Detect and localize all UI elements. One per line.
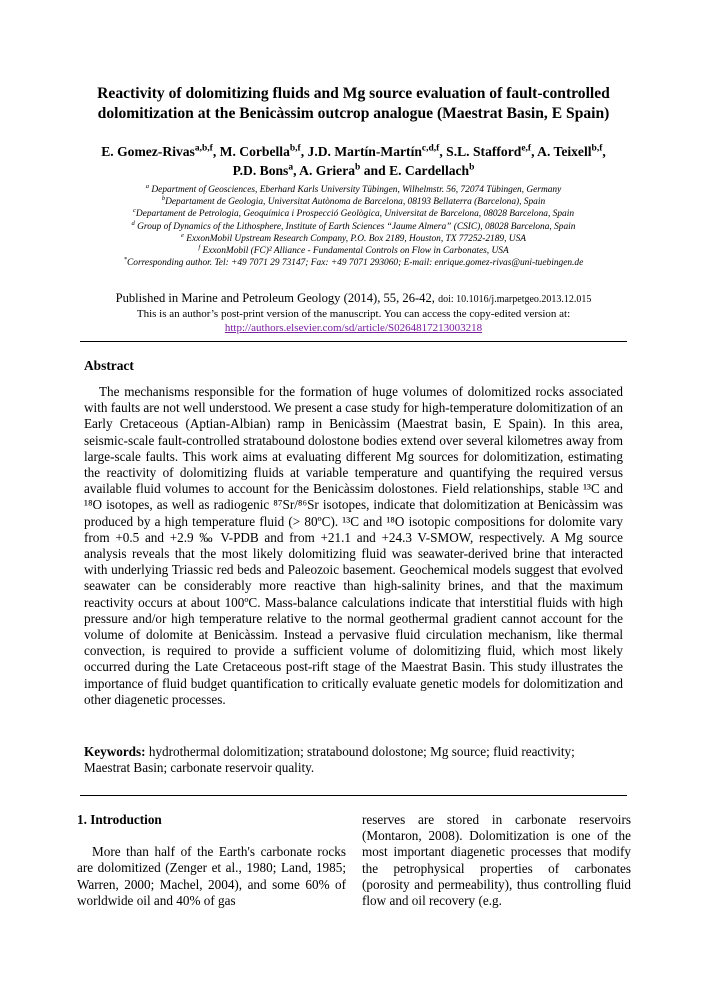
journal-citation: Published in Marine and Petroleum Geology (2014), 55, 26-42,: [115, 291, 435, 305]
keywords-text: hydrothermal dolomitization; stratabound dolostone; Mg source; fluid reactivity; Maestrat Basin; carbonate reservoir quality.: [84, 744, 575, 776]
author: A. Teixell$^{b,f}$: [537, 143, 603, 159]
paragraph: reserves are stored in carbonate reservoirs (Montaron, 2008). Dolomitization is one of the most important diagenetic processes that modify the petrophysical properties of carbonates (porosity and permeability), thus controlling fluid flow and oil recovery (e.g.: [362, 812, 631, 909]
divider: [80, 795, 627, 796]
author: S.L. Stafford$^{e,f}$: [446, 143, 532, 159]
author: J.D. Martín-Martín$^{c,d,f}$: [307, 143, 440, 159]
doi: doi: 10.1016/j.marpetgeo.2013.12.015: [438, 294, 592, 305]
affiliation: $^f$ ExxonMobil (FC)² Alliance - Fundamental Controls on Flow in Carbonates, USA: [198, 243, 509, 257]
author-list: E. Gomez-Rivas$^{a,b,f}$, M. Corbella$^{b,f}$, J.D. Martín-Martín$^{c,d,f}$, S.L. Stafford$^{e,f}$, A. Teixell$^{b,f}$, P.D. Bons$^a$, A. Griera$^b$ and E. Cardellach$^b$: [101, 143, 606, 178]
right-column: [362, 812, 631, 909]
affiliation: $^b$Departament de Geologia, Universitat Autònoma de Barcelona, 08193 Bellaterra (Barcelona), Spain: [161, 195, 546, 208]
affiliation: $^d$ Group of Dynamics of the Lithosphere, Institute of Earth Sciences “Jaume Almera” (CSIC), 08028 Barcelona, Spain: [131, 219, 576, 232]
paragraph: More than half of the Earth's carbonate rocks are dolomitized (Zenger et al., 1980; Land, 1985; Warren, 2000; Machel, 2004), and some 60% of worldwide oil and 40% of gas: [77, 844, 346, 908]
keywords: [84, 744, 623, 776]
author: E. Cardellach$^b$: [389, 162, 475, 178]
publication-info: [60, 291, 647, 335]
author: P.D. Bons$^a$: [232, 162, 294, 178]
section-heading: 1. Introduction: [77, 812, 162, 827]
affiliation: $^a$ Department of Geosciences, Eberhard Karls University Tübingen, Wilhelmstr. 56, 72074 Tübingen, Germany: [145, 182, 562, 195]
paper-title: Reactivity of dolomitizing fluids and Mg source evaluation of fault-controlled dolomitization at the Benicàssim outcrop analogue (Maestrat Basin, E Spain): [97, 85, 610, 122]
affiliation-list: [60, 184, 647, 269]
author: E. Gomez-Rivas$^{a,b,f}$: [101, 143, 213, 159]
affiliation: $^c$Departament de Petrologia, Geoquímica i Prospecció Geològica, Universitat de Barcelona, 08028 Barcelona, Spain: [132, 207, 575, 220]
affiliation: *Corresponding author. Tel: +49 7071 29 73147; Fax: +49 7071 293060; E-mail: enrique.gomez-rivas@uni-tuebingen.de: [123, 256, 584, 269]
author: A. Griera$^b$: [299, 162, 361, 178]
divider: [80, 341, 627, 342]
abstract-text: The mechanisms responsible for the formation of huge volumes of dolomitized rocks associated with faults are not well understood. We present a case study for high-temperature dolomitization of an Early Cretaceous (Aptian-Albian) ramp in Benicàssim (Maestrat basin, E Spain). In this area, seismic-scale fault-controlled stratabound dolostone bodies extend over several kilometres away from large-scale faults. This work aims at evaluating different Mg sources for dolomitization, estimating the reactivity of dolomitizing fluids at variable temperature and quantifying the required versus available fluid volumes to account for the Benicàssim dolostones. Field relationships, stable ¹³C and ¹⁸O isotopes, as well as radiogenic ⁸⁷Sr/⁸⁶Sr isotopes, indicate that dolomitization at Benicàssim was produced by a high temperature fluid (> 80ºC). ¹³C and ¹⁸O isotopic compositions for dolomite vary from +0.5 and +2.9 ‰ V-PDB and from +21.1 and +24.3 V-SMOW, respectively. A Mg source analysis reveals that the most likely dolomitizing fluid was seawater-derived brine that interacted with underlying Triassic red beds and Paleozoic basement. Geochemical models suggest that evolved seawater can be considerably more reactive than high-salinity brines, and that the maximum reactivity occurs at about 100ºC. Mass-balance calculations indicate that interstitial fluids with high pressure and/or high temperature relative to the normal geothermal gradient cannot account for the volume of dolomite at Benicàssim. Instead a pervasive fluid circulation mechanism, like thermal convection, is required to provide a sufficient volume of dolomitizing fluid, which most likely occurred during the Late Cretaceous post-rift stage of the Maestrat Basin. This study illustrates the importance of fluid budget quantification to critically evaluate genetic models for dolomitization and other diagenetic processes.: [84, 384, 623, 707]
affiliation: $^e$ ExxonMobil Upstream Research Company, P.O. Box 2189, Houston, TX 77252-2189, USA: [181, 231, 526, 244]
left-column: [77, 812, 346, 909]
postprint-note: This is an author’s post-print version of the manuscript. You can access the copy-edited version at:: [136, 308, 571, 320]
copy-edited-link[interactable]: http://authors.elsevier.com/sd/article/S0264817213003218: [224, 322, 483, 334]
keywords-label: Keywords:: [84, 744, 146, 759]
abstract-heading: Abstract: [84, 358, 134, 373]
author: M. Corbella$^{b,f}$: [219, 143, 301, 159]
